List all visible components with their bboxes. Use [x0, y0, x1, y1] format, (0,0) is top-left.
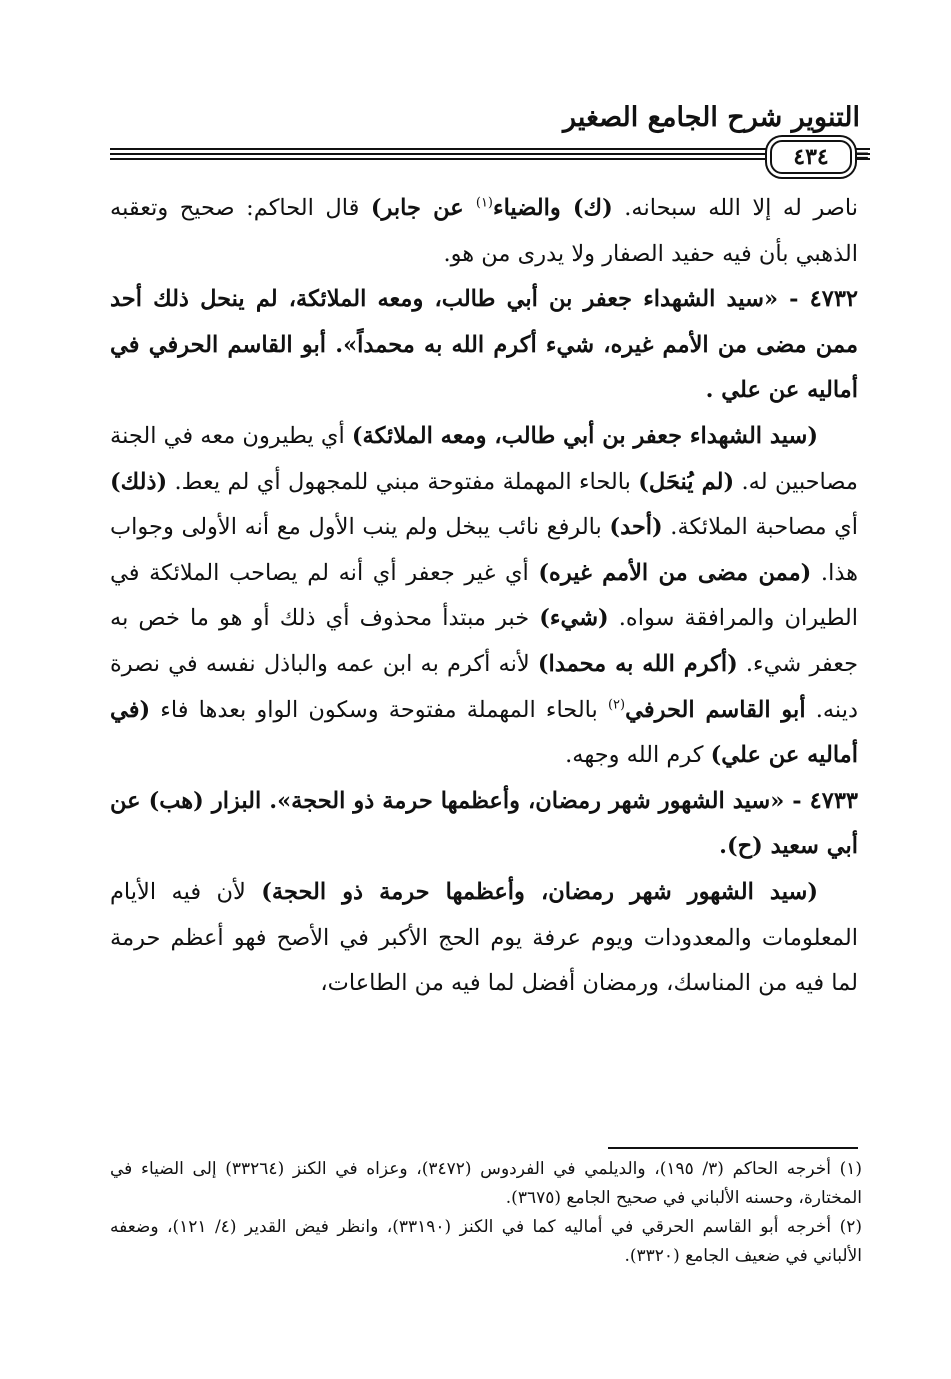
- commentary-4732: (سيد الشهداء جعفر بن أبي طالب، ومعه الملائكة) أي يطيرون معه في الجنة مصاحبين له. (لم يُنحَل) بالحاء المهملة مفتوحة مبني للمجهول أي لم يعط. (ذلك) أي مصاحبة الملائكة. (أحد) بالرفع نائب يبخل ولم ينب الأول مع أنه الأولى وجواب هذا. (ممن مضى من الأمم غيره) أي غير جعفر أي أنه لم يصاحب الملائكة في الطيران والمرافقة سواه. (شيء) خبر مبتدأ محذوف أي ذلك أو هو ما خص به جعفر شيء. (أكرم الله به محمدا) لأنه أكرم به ابن عمه والباذل نفسه في نصرة دينه. أبو القاسم الحرفي$^{(٢)}$ بالحاء المهملة مفتوحة وسكون الواو بعدها فاء (في أماليه عن علي) كرم الله وجهه.: [110, 422, 859, 769]
- hadith-text: «سيد الشهداء جعفر بن أبي طالب، ومعه الملائكة، لم ينحل ذلك أحد ممن مضى من الأمم غيره، شيء أكرم الله به محمداً». أبو القاسم الحرفي في أماليه عن علي .: [110, 286, 858, 404]
- header-rule-line: [110, 148, 870, 150]
- footnote-ref-1[interactable]: (١): [475, 195, 493, 211]
- main-text: [110, 186, 858, 1007]
- footnote-2: (٢) أخرجه أبو القاسم الحرقي في أماليه كما في الكنز (٣٣١٩٠)، وانظر فيض القدير (٤/ ١٢١)، وضعفه الألباني في ضعيف الجامع (٣٣٢٠).: [110, 1217, 862, 1266]
- hadith-number: ٤٧٣٢: [809, 286, 859, 313]
- footnote-1: (١) أخرجه الحاكم (٣/ ١٩٥)، والديلمي في الفردوس (٣٤٧٢)، وعزاه في الكنز (٣٣٢٦٤) إلى الضياء في المختارة، وحسنه الألباني في صحيح الجامع (٣٦٧٥).: [110, 1159, 862, 1208]
- hadith-4733: ٤٧٣٣ - «سيد الشهور شهر رمضان، وأعظمها حرمة ذو الحجة». البزار (هب) عن أبي سعيد (ح).: [110, 787, 858, 860]
- running-header-title: التنوير شرح الجامع الصغير: [563, 102, 860, 133]
- paragraph-continuation: ناصر له إلا الله سبحانه. (ك) والضياء$^{(١)}$ عن جابر) قال الحاكم: صحيح وتعقبه الذهبي بأن فيه حفيد الصفار ولا يدرى من هو.: [110, 195, 858, 267]
- header-rule-line: [110, 153, 870, 155]
- header-rule-line: [110, 158, 870, 160]
- footnote-separator: [608, 1147, 858, 1149]
- header-ornament: =: [853, 143, 870, 167]
- hadith-4732: ٤٧٣٢ - «سيد الشهداء جعفر بن أبي طالب، ومعه الملائكة، لم ينحل ذلك أحد ممن مضى من الأمم غيره، شيء أكرم الله به محمداً». أبو القاسم الحرفي في أماليه عن علي .: [110, 286, 859, 404]
- hadith-text: «سيد الشهور شهر رمضان، وأعظمها حرمة ذو الحجة». البزار (هب) عن أبي سعيد (ح).: [110, 787, 858, 860]
- commentary-4733: (سيد الشهور شهر رمضان، وأعظمها حرمة ذو الحجة) لأن فيه الأيام المعلومات والمعدودات ويوم عرفة يوم الحج الأكبر في الأصح فهو أعظم حرمة لما فيه من المناسك، ورمضان أفضل لما فيه من الطاعات،: [110, 878, 858, 997]
- footnotes: [110, 1155, 862, 1271]
- header-rule: [110, 140, 870, 176]
- hadith-number: ٤٧٣٣: [809, 787, 858, 814]
- page-number: ٤٣٤: [770, 140, 852, 174]
- footnote-ref-2[interactable]: (٢): [607, 697, 626, 713]
